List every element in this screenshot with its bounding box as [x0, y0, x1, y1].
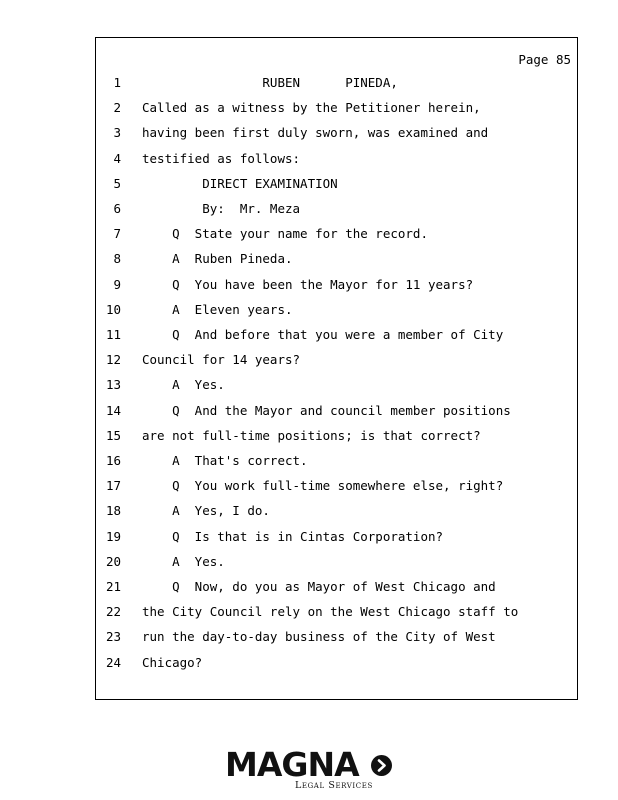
transcript-line: [96, 277, 576, 302]
line-number: 21: [105, 579, 121, 594]
line-number: 22: [105, 604, 121, 620]
line-text: Q Is that is in Cintas Corporation?: [142, 528, 444, 544]
line-number: 19: [105, 528, 121, 544]
line-number: 16: [105, 453, 121, 468]
line-number: 17: [105, 478, 121, 494]
chevron-right-circle-icon: [371, 755, 392, 776]
line-number: 13: [105, 377, 121, 393]
line-number: 1: [113, 75, 121, 90]
line-number: 12: [105, 352, 121, 368]
transcript-line: [96, 352, 576, 377]
line-text: A Ruben Pineda.: [142, 251, 293, 267]
transcript-line: [96, 529, 576, 554]
line-text: Q Now, do you as Mayor of West Chicago and: [142, 579, 496, 594]
transcript-line: [96, 655, 576, 680]
line-text: A Yes.: [142, 553, 225, 569]
line-text: A Eleven years.: [142, 301, 293, 317]
logo-subtitle: Legal Services: [295, 780, 373, 791]
line-number: 11: [105, 327, 121, 342]
line-number: 4: [113, 150, 121, 166]
line-text: run the day-to-day business of the City of West: [142, 629, 496, 645]
transcript-line: [96, 75, 576, 100]
transcript-line: [96, 327, 576, 352]
line-number: 2: [113, 100, 121, 116]
transcript-line: [96, 478, 576, 503]
line-number: 5: [113, 175, 121, 191]
transcript-line: [96, 125, 576, 150]
line-text: A Yes.: [142, 377, 225, 393]
line-number: 15: [105, 427, 121, 443]
line-text: Q You have been the Mayor for 11 years?: [142, 276, 474, 292]
line-text: having been first duly sworn, was examined and: [142, 125, 489, 141]
line-text: Q And the Mayor and council member positions: [142, 402, 511, 418]
line-text: Q You work full-time somewhere else, right?: [142, 478, 504, 494]
page-label: Page 85: [518, 52, 571, 67]
transcript-line: [96, 403, 576, 428]
transcript-line: [96, 579, 576, 604]
line-text: are not full-time positions; is that correct?: [142, 427, 481, 443]
line-text: the City Council rely on the West Chicago staff to: [142, 604, 519, 620]
transcript-line: [96, 302, 576, 327]
magna-logo: [225, 745, 405, 794]
line-number: 9: [113, 276, 121, 292]
line-number: 24: [105, 654, 121, 670]
line-text: Chicago?: [142, 654, 203, 670]
transcript-line: [96, 201, 576, 226]
transcript-line: [96, 629, 576, 654]
transcript-page: [95, 37, 578, 700]
line-number: 8: [113, 251, 121, 267]
line-text: A Yes, I do.: [142, 503, 270, 519]
transcript-line: [96, 377, 576, 402]
transcript-line: [96, 176, 576, 201]
line-number: 18: [105, 503, 121, 519]
logo-wordmark: MAGNA: [225, 745, 359, 784]
line-text: Q State your name for the record.: [142, 226, 428, 242]
line-number: 10: [105, 301, 121, 317]
line-number: 7: [113, 226, 121, 242]
line-number: 23: [105, 629, 121, 645]
line-number: 6: [113, 201, 121, 216]
transcript-line: [96, 251, 576, 276]
line-text: A That's correct.: [142, 453, 308, 468]
transcript-line: [96, 503, 576, 528]
transcript-line: [96, 151, 576, 176]
line-text: Q And before that you were a member of City: [142, 327, 504, 342]
line-text: Called as a witness by the Petitioner herein,: [142, 100, 481, 116]
line-text: By: Mr. Meza: [142, 201, 301, 216]
line-text: DIRECT EXAMINATION: [142, 175, 338, 191]
transcript-line: [96, 604, 576, 629]
transcript-line: [96, 554, 576, 579]
line-number: 14: [105, 402, 121, 418]
line-number: 3: [113, 125, 121, 141]
transcript-line: [96, 453, 576, 478]
line-text: RUBEN PINEDA,: [142, 75, 398, 90]
transcript-line: [96, 226, 576, 251]
line-text: testified as follows:: [142, 150, 301, 166]
line-number: 20: [105, 553, 121, 569]
transcript-line: [96, 100, 576, 125]
line-text: Council for 14 years?: [142, 352, 301, 368]
transcript-line: [96, 428, 576, 453]
